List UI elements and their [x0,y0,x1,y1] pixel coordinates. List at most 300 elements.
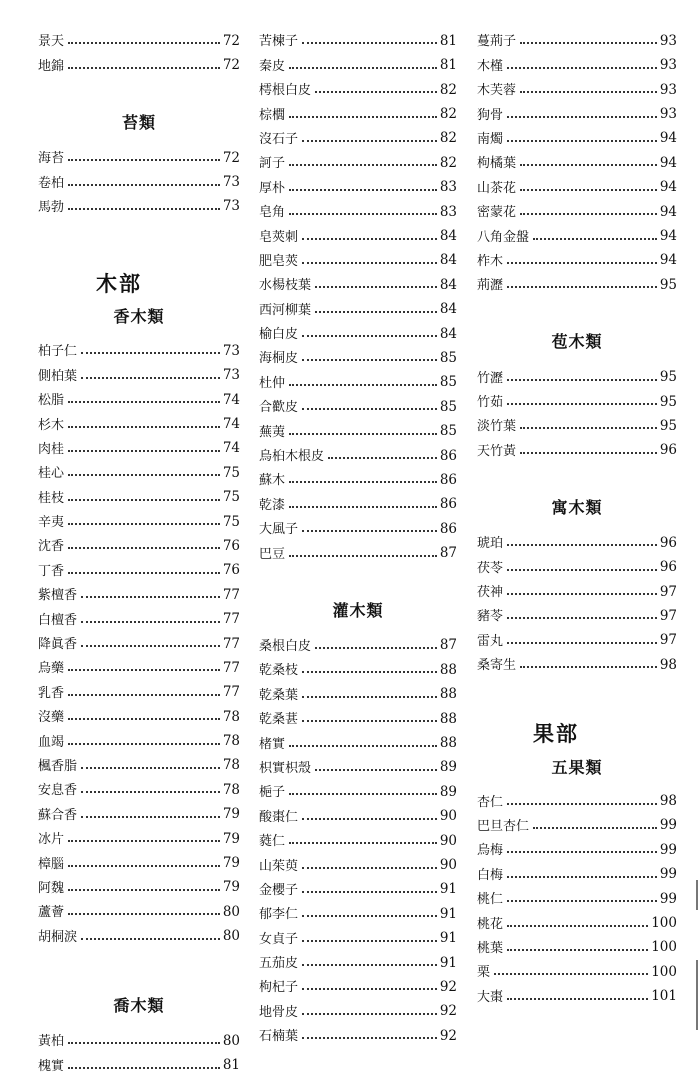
entry-name: 松脂 [38,393,65,409]
toc-entry [38,165,240,189]
entry-page-number: 83 [439,203,457,220]
page-edge-mark [696,880,698,910]
toc-entry [38,529,240,553]
entry-name: 榆白皮 [259,327,299,343]
dot-leader [302,671,437,673]
toc-entry [477,73,677,97]
entry-name: 巴豆 [259,546,286,562]
dot-leader [520,91,657,93]
entry-page-number: 77 [222,684,240,701]
entry-name: 蕪荑 [259,424,286,440]
toc-entry [259,122,457,146]
entry-page-number: 91 [439,954,457,971]
entry-page-number: 81 [439,57,457,74]
toc-entry [259,751,457,775]
toc-entry [38,749,240,773]
dot-leader [507,403,657,405]
entry-name: 苦楝子 [259,34,299,50]
entry-name: 女貞子 [259,931,299,947]
entry-name: 蕤仁 [259,834,286,850]
toc-entry [477,623,677,647]
toc-entry [477,433,677,457]
entry-page-number: 95 [659,393,677,410]
entry-name: 肥皂莢 [259,253,299,269]
toc-entry [38,822,240,846]
entry-name: 血竭 [38,734,65,750]
dot-leader [315,91,437,93]
toc-entry [38,432,240,456]
dot-leader [289,384,437,386]
toc-entry [38,700,240,724]
entry-page-number: 90 [439,808,457,825]
dot-leader [289,67,437,69]
entry-name: 沒藥 [38,710,65,726]
entry-page-number: 101 [651,988,677,1005]
entry-page-number: 97 [659,583,677,600]
toc-entry [259,653,457,677]
entry-page-number: 78 [222,757,240,774]
toc-entry [38,190,240,214]
entry-name: 木槿 [477,58,504,74]
toc-entry [259,268,457,292]
entry-page-number: 99 [659,866,677,883]
dot-leader [68,474,220,476]
entry-page-number: 73 [222,198,240,215]
dot-leader [507,803,657,805]
entry-page-number: 96 [659,534,677,551]
dot-leader [289,433,437,435]
entry-name: 辛夷 [38,515,65,531]
dot-leader [302,1013,437,1015]
toc-entry [259,848,457,872]
dot-leader [68,1042,220,1044]
entry-page-number: 79 [222,855,240,872]
dot-leader [289,506,437,508]
entry-page-number: 82 [439,130,457,147]
toc-entry [259,97,457,121]
dot-leader [494,973,648,975]
entry-name: 海苔 [38,151,65,167]
toc-entry [259,463,457,487]
dot-leader [68,743,220,745]
dot-leader [302,940,437,942]
section-gap [38,73,240,93]
dot-leader [507,925,648,927]
entry-name: 蔓荊子 [477,34,517,50]
entry-name: 合歡皮 [259,400,299,416]
entry-name: 八角金盤 [477,229,530,245]
entry-name: 柏子仁 [38,344,78,360]
dot-leader [302,988,437,990]
toc-entry [259,487,457,511]
entry-page-number: 79 [222,879,240,896]
entry-name: 桑寄生 [477,658,517,674]
toc-entry [259,365,457,389]
entry-name: 烏梅 [477,843,504,859]
entry-name: 乳香 [38,685,65,701]
dot-leader [302,891,437,893]
dot-leader [68,889,220,891]
entry-name: 地骨皮 [259,1004,299,1020]
entry-page-number: 88 [439,686,457,703]
toc-entry [38,797,240,821]
dot-leader [520,164,657,166]
toc-entry [259,414,457,438]
toc-entry [259,390,457,414]
entry-page-number: 77 [222,611,240,628]
dot-leader [302,1037,437,1039]
entry-page-number: 96 [659,442,677,459]
entry-name: 淡竹葉 [477,419,517,435]
dot-leader [507,642,657,644]
toc-entry [38,407,240,431]
section-gap [38,944,240,976]
toc-entry [259,73,457,97]
toc-entry [38,675,240,699]
subcategory-heading: 香木類 [113,307,165,327]
entry-name: 皂角 [259,205,286,221]
entry-page-number: 83 [439,179,457,196]
toc-entry [259,146,457,170]
toc-entry [259,629,457,653]
entry-page-number: 94 [659,252,677,269]
entry-page-number: 94 [659,130,677,147]
toc-entry [259,341,457,365]
entry-page-number: 92 [439,1027,457,1044]
entry-page-number: 99 [659,817,677,834]
entry-page-number: 79 [222,806,240,823]
entry-name: 阿魏 [38,880,65,896]
dot-leader [507,262,657,264]
toc-entry [477,833,677,857]
entry-page-number: 73 [222,174,240,191]
dot-leader [520,189,657,191]
dot-leader [68,572,220,574]
entry-page-number: 81 [222,1057,240,1073]
entry-page-number: 90 [439,857,457,873]
dot-leader [315,647,437,649]
dot-leader [302,530,437,532]
entry-page-number: 98 [659,793,677,810]
entry-page-number: 75 [222,464,240,481]
entry-page-number: 97 [659,632,677,649]
toc-entry [259,24,457,48]
toc-entry [38,334,240,358]
toc-entry [38,456,240,480]
entry-page-number: 89 [439,783,457,800]
entry-name: 卷柏 [38,175,65,191]
entry-name: 琥珀 [477,536,504,552]
dot-leader [302,359,437,361]
entry-name: 杏仁 [477,794,504,810]
dot-leader [68,450,220,452]
toc-entry [38,24,240,48]
toc-column-2 [259,24,457,1043]
dot-leader [289,793,437,795]
toc-entry [38,505,240,529]
entry-name: 皂莢刺 [259,229,299,245]
entry-name: 竹茹 [477,395,504,411]
entry-name: 竹瀝 [477,370,504,386]
dot-leader [68,694,220,696]
dot-leader [68,184,220,186]
entry-name: 金櫻子 [259,882,299,898]
entry-name: 乾桑葚 [259,712,299,728]
dot-leader [302,915,437,917]
entry-page-number: 88 [439,735,457,752]
toc-entry [38,141,240,165]
entry-page-number: 86 [439,471,457,488]
dot-leader [507,379,657,381]
toc-entry [259,799,457,823]
entry-name: 桃花 [477,916,504,932]
entry-name: 乾桑枝 [259,663,299,679]
dot-leader [302,867,437,869]
entry-page-number: 76 [222,562,240,579]
entry-name: 雷丸 [477,633,504,649]
dot-leader [81,938,220,940]
entry-page-number: 91 [439,930,457,947]
entry-name: 訶子 [259,156,286,172]
entry-name: 山茱萸 [259,858,299,874]
toc-entry [38,358,240,382]
part-heading: 果部 [533,721,579,747]
entry-page-number: 75 [222,489,240,506]
entry-page-number: 76 [222,537,240,554]
entry-page-number: 88 [439,710,457,727]
toc-entry [477,268,677,292]
dot-leader [68,523,220,525]
category-heading: 苔類 [121,112,156,132]
entry-name: 紫檀香 [38,588,78,604]
toc-entry [38,480,240,504]
category-heading: 寓木類 [551,497,603,517]
entry-page-number: 100 [651,915,677,932]
dot-leader [68,547,220,549]
dot-leader [315,311,437,313]
dot-leader [68,865,220,867]
entry-page-number: 100 [651,963,677,980]
toc-entry [477,575,677,599]
entry-name: 烏桕木根皮 [259,449,325,465]
toc-entry [477,385,677,409]
dot-leader [302,140,437,142]
entry-name: 白檀香 [38,612,78,628]
entry-name: 郁李仁 [259,907,299,923]
dot-leader [289,189,437,191]
entry-page-number: 94 [659,228,677,245]
entry-name: 天竹黃 [477,443,517,459]
entry-name: 密蒙花 [477,205,517,221]
dot-leader [507,286,657,288]
entry-page-number: 87 [439,545,457,562]
toc-entry [259,775,457,799]
entry-name: 西河柳葉 [259,302,312,318]
dot-leader [289,116,437,118]
entry-page-number: 95 [659,369,677,386]
entry-page-number: 85 [439,423,457,440]
dot-leader [289,745,437,747]
dot-leader [81,352,220,354]
entry-name: 楮實 [259,736,286,752]
toc-entry [259,292,457,316]
dot-leader [507,617,657,619]
entry-name: 狗骨 [477,107,504,123]
entry-name: 沈香 [38,539,65,555]
entry-page-number: 81 [439,32,457,49]
entry-page-number: 78 [222,733,240,750]
toc-entry [259,702,457,726]
toc-entry [477,809,677,833]
entry-name: 白梅 [477,867,504,883]
toc-entry [38,383,240,407]
entry-page-number: 87 [439,637,457,654]
dot-leader [68,718,220,720]
entry-name: 烏藥 [38,661,65,677]
entry-name: 桃葉 [477,940,504,956]
dot-leader [328,457,437,459]
dot-leader [507,593,657,595]
toc-entry [259,512,457,536]
entry-name: 樗根白皮 [259,83,312,99]
dot-leader [302,696,437,698]
toc-entry [259,726,457,750]
entry-page-number: 99 [659,890,677,907]
entry-page-number: 94 [659,179,677,196]
entry-name: 桑根白皮 [259,638,312,654]
toc-entry [477,219,677,243]
section-gap [259,561,457,581]
toc-entry [477,599,677,623]
entry-name: 枸橘葉 [477,156,517,172]
entry-name: 蘇木 [259,473,286,489]
entry-name: 黃柏 [38,1034,65,1050]
entry-page-number: 86 [439,447,457,464]
entry-page-number: 86 [439,496,457,513]
toc-entry [38,724,240,748]
entry-name: 蘇合香 [38,807,78,823]
dot-leader [520,452,657,454]
entry-name: 枳實枳殼 [259,760,312,776]
entry-name: 秦皮 [259,58,286,74]
entry-page-number: 93 [659,57,677,74]
entry-name: 側柏葉 [38,368,78,384]
dot-leader [315,286,437,288]
entry-page-number: 84 [439,276,457,293]
toc-entry [477,360,677,384]
entry-name: 胡桐淚 [38,929,78,945]
section-gap [477,672,677,714]
category-heading: 喬木類 [113,995,165,1015]
dot-leader [302,818,437,820]
dot-leader [507,876,657,878]
dot-leader [533,238,657,240]
entry-page-number: 85 [439,374,457,391]
entry-page-number: 90 [439,832,457,849]
entry-page-number: 92 [439,1003,457,1020]
dot-leader [520,42,657,44]
toc-entry [38,578,240,602]
toc-entry [259,170,457,194]
entry-page-number: 89 [439,759,457,776]
entry-page-number: 86 [439,520,457,537]
toc-entry [477,955,677,979]
toc-column-1 [38,24,240,1073]
entry-page-number: 96 [659,559,677,576]
entry-page-number: 85 [439,349,457,366]
entry-page-number: 73 [222,342,240,359]
entry-name: 豬苓 [477,609,504,625]
toc-entry [259,48,457,72]
entry-page-number: 82 [439,81,457,98]
entry-page-number: 94 [659,154,677,171]
entry-name: 乾漆 [259,497,286,513]
section-gap [477,292,677,312]
entry-name: 水楊枝葉 [259,278,312,294]
entry-page-number: 98 [659,656,677,673]
dot-leader [68,1067,220,1069]
entry-name: 大棗 [477,989,504,1005]
entry-name: 大風子 [259,522,299,538]
entry-page-number: 77 [222,635,240,652]
toc-entry [477,882,677,906]
part-heading: 木部 [96,270,142,296]
entry-name: 桃仁 [477,892,504,908]
dot-leader [302,964,437,966]
entry-page-number: 91 [439,881,457,898]
dot-leader [507,851,657,853]
toc-entry [38,553,240,577]
category-heading: 苞木類 [551,332,603,352]
entry-name: 冰片 [38,832,65,848]
toc-entry [38,846,240,870]
dot-leader [81,621,220,623]
entry-name: 樟腦 [38,856,65,872]
toc-entry [38,1024,240,1048]
toc-entry [38,895,240,919]
toc-entry [38,627,240,651]
toc-entry [38,602,240,626]
dot-leader [81,377,220,379]
entry-name: 石楠葉 [259,1029,299,1045]
entry-name: 杜仲 [259,375,286,391]
dot-leader [68,426,220,428]
dot-leader [302,42,437,44]
entry-name: 地錦 [38,58,65,74]
toc-entry [259,994,457,1018]
toc-entry [477,784,677,808]
entry-page-number: 93 [659,81,677,98]
entry-page-number: 78 [222,781,240,798]
entry-page-number: 99 [659,841,677,858]
dot-leader [68,67,220,69]
dot-leader [302,720,437,722]
toc-entry [259,536,457,560]
entry-page-number: 85 [439,398,457,415]
dot-leader [302,238,437,240]
toc-entry [259,1019,457,1043]
entry-name: 安息香 [38,783,78,799]
dot-leader [81,791,220,793]
entry-name: 茯神 [477,585,504,601]
toc-entry [477,48,677,72]
dot-leader [302,335,437,337]
entry-name: 茯苓 [477,560,504,576]
entry-name: 楓香脂 [38,758,78,774]
entry-name: 南燭 [477,131,504,147]
toc-entry [38,871,240,895]
entry-page-number: 97 [659,607,677,624]
